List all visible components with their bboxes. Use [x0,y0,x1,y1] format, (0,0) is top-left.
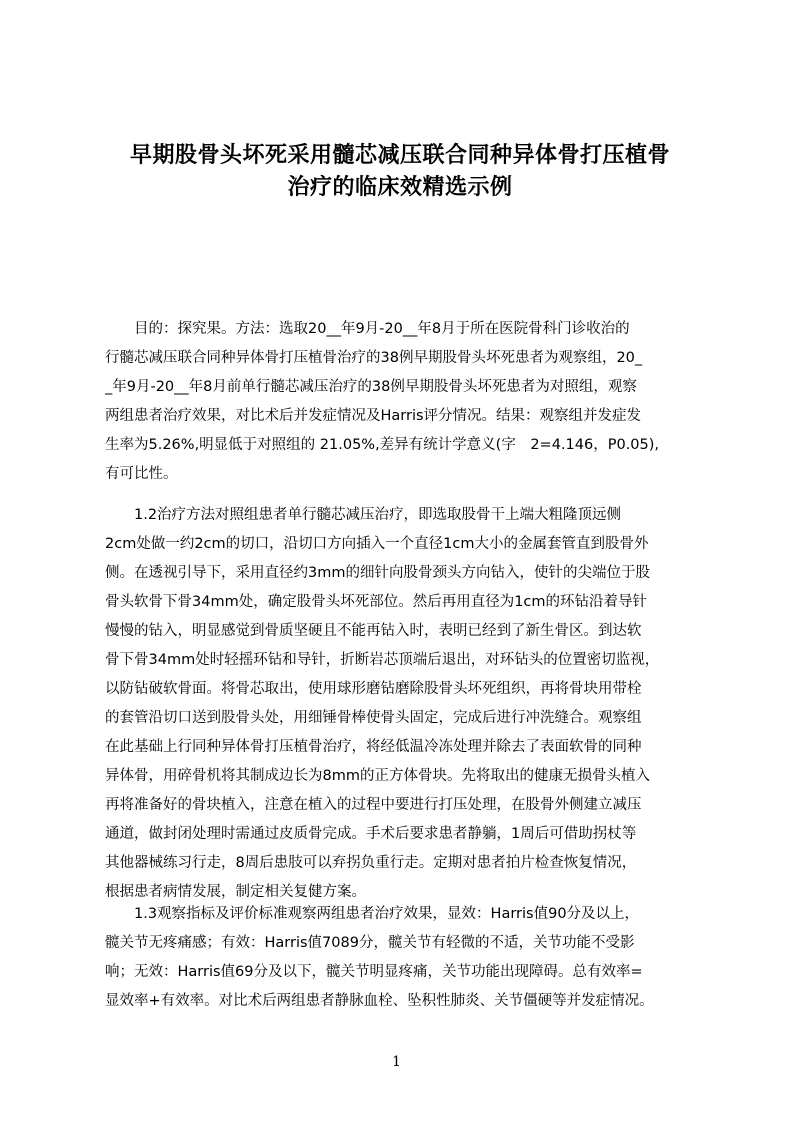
paragraph-line: 1.3观察指标及评价标准观察两组患者治疗效果，显效：Harris值90分及以上， [105,906,640,922]
document-title [60,140,740,204]
paragraph-line: 在此基础上行同种异体骨打压植骨治疗，将经低温冷冻处理并除去了表面软骨的同种 [105,739,642,755]
paragraph-line: 再将准备好的骨块植入，注意在植入的过程中要进行打压处理，在股骨外侧建立减压 [105,797,642,813]
paragraph-line: 通道，做封闭处理时需通过皮质骨完成。手术后要求患者静躺，1周后可借助拐杖等 [105,826,637,842]
paragraph-line: 行髓芯减压联合同种异体骨打压植骨治疗的38例早期股骨头坏死患者为观察组，20_ [105,350,643,366]
paragraph-line: 以防钻破软骨面。将骨芯取出，使用球形磨钻磨除股骨头坏死组织，再将骨块用带栓 [105,681,642,697]
paragraph-line: 其他器械练习行走，8周后患肢可以弃拐负重行走。定期对患者拍片检查恢复情况， [105,855,637,871]
paragraph-line: 慢慢的钻入，明显感觉到骨质坚硬且不能再钻入时，表明已经到了新生骨区。到达软 [105,623,642,639]
paragraph-line: _年9月-20__年8月前单行髓芯减压治疗的38例早期股骨头坏死患者为对照组，观察 [105,379,637,395]
title-line-1: 早期股骨头坏死采用髓芯减压联合同种异体骨打压植骨 [129,143,670,168]
paragraph-line: 生率为5.26%,明显低于对照组的 21.05%,差异有统计学意义(字 2=4.146，P0.05), [105,437,660,453]
paragraph-line: 响；无效：Harris值69分及以下，髋关节明显疼痛，关节功能出现障碍。总有效率= [105,964,643,980]
title-line-2: 治疗的临床效精选示例 [287,175,513,200]
paragraph-line: 骨下骨34mm处时轻摇环钻和导针，折断岩芯顶端后退出，对环钻头的位置密切监视， [105,652,660,668]
paragraph-line: 异体骨，用碎骨机将其制成边长为8mm的正方体骨块。先将取出的健康无损骨头植入 [105,768,650,784]
paragraph-line: 显效率+有效率。对比术后两组患者静脉血栓、坠积性肺炎、关节僵硬等并发症情况。 [105,993,654,1009]
paragraph-line: 1.2治疗方法对照组患者单行髓芯减压治疗，即选取股骨干上端大粗隆顶远侧 [105,507,622,523]
paragraph-line: 髋关节无疼痛感；有效：Harris值7089分，髋关节有轻微的不适，关节功能不受影 [105,935,635,951]
page-number: 1 [392,1054,401,1070]
paragraph-line: 2cm处做一约2cm的切口，沿切口方向插入一个直径1cm大小的金属套管直到股骨外 [105,536,649,552]
paragraph-objective [105,315,696,489]
paragraph-line: 侧。在透视引导下，采用直径约3mm的细针向股骨颈头方向钻入，使针的尖端位于股 [105,565,650,581]
paragraph-line: 根据患者病情发展，制定相关复健方案。 [105,884,366,900]
paragraph-line: 两组患者治疗效果，对比术后并发症情况及Harris评分情况。结果：观察组并发症发 [105,408,642,424]
paragraph-line: 目的：探究果。方法：选取20__年9月-20__年8月于所在医院骨科门诊收治的 [105,321,630,337]
paragraph-line: 有可比性。 [105,466,178,482]
paragraph-treatment-method [105,501,696,907]
paragraph-line: 骨头软骨下骨34mm处，确定股骨头坏死部位。然后再用直径为1cm的环钻沿着导针 [105,594,648,610]
paragraph-line: 的套管沿切口送到股骨头处，用细锤骨棒使骨头固定，完成后进行冲洗缝合。观察组 [105,710,642,726]
paragraph-evaluation-criteria [105,900,696,1016]
